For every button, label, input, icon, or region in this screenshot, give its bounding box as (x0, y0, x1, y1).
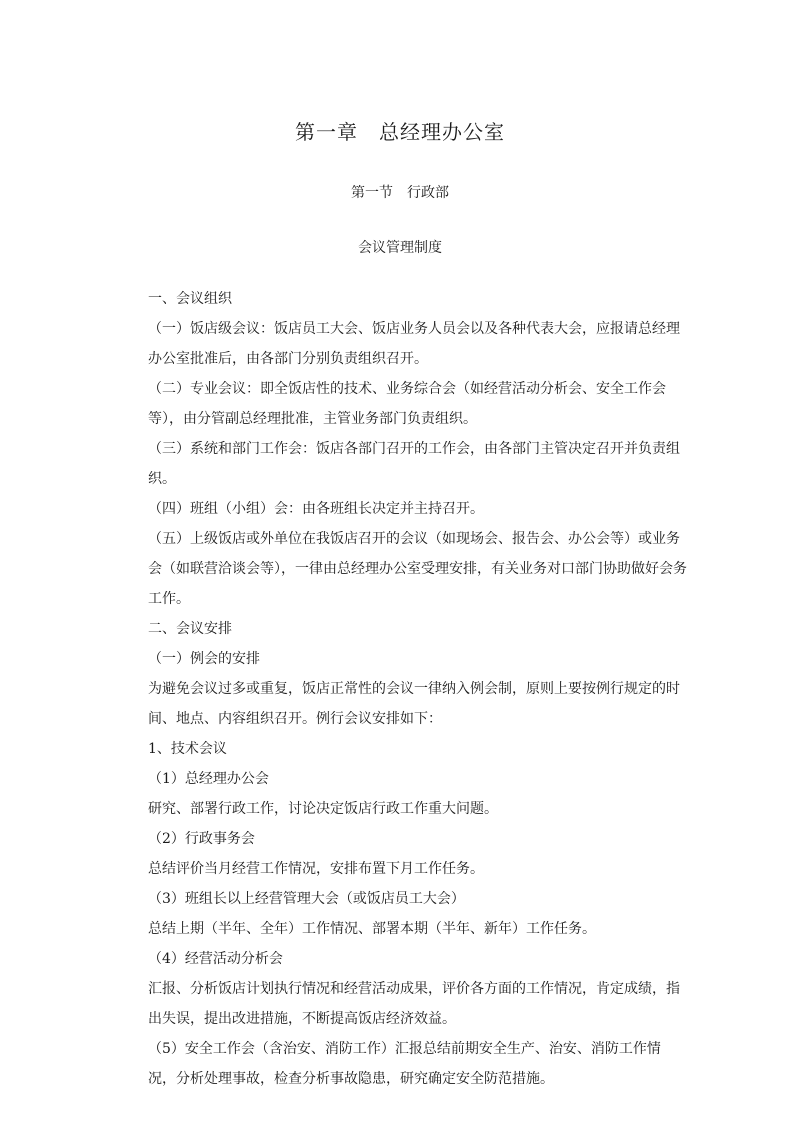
paragraph: 为避免会议过多或重复，饭店正常性的会议一律纳入例会制，原则上要按例行规定的时间、地点、内容组织召开。例行会议安排如下： (148, 681, 680, 727)
paragraph: 汇报、分析饭店计划执行情况和经营活动成果，评价各方面的工作情况，肯定成绩，指出失误，提出改进措施，不断提高饭店经济效益。 (148, 981, 680, 1027)
document-title: 会议管理制度 (358, 240, 442, 256)
document-body (148, 284, 688, 1094)
paragraph: （三）系统和部门工作会：饭店各部门召开的工作会，由各部门主管决定召开并负责组织。 (148, 441, 680, 487)
heading-meeting-organization: 一、会议组织 (148, 291, 232, 307)
paragraph: 研究、部署行政工作，讨论决定饭店行政工作重大问题。 (148, 801, 498, 817)
paragraph: （一）饭店级会议：饭店员工大会、饭店业务人员会以及各种代表大会，应报请总经理办公室批准后，由各部门分别负责组织召开。 (148, 321, 680, 367)
paragraph: （二）专业会议：即全饭店性的技术、业务综合会（如经营活动分析会、安全工作会等），由分管副总经理批准，主管业务部门负责组织。 (148, 381, 666, 427)
list-item-heading: （3）班组长以上经营管理大会（或饭店员工大会） (148, 891, 465, 907)
heading-meeting-arrangement: 二、会议安排 (148, 621, 232, 637)
paragraph: 总结上期（半年、全年）工作情况、部署本期（半年、新年）工作任务。 (148, 921, 596, 937)
list-item-heading: （2）行政事务会 (148, 831, 255, 847)
paragraph: 总结评价当月经营工作情况，安排布置下月工作任务。 (148, 861, 484, 877)
list-item-heading: （4）经营活动分析会 (148, 951, 283, 967)
section-title: 第一节 行政部 (351, 185, 449, 201)
chapter-title: 第一章 总经理办公室 (295, 120, 505, 144)
paragraph: （四）班组（小组）会：由各班组长决定并主持召开。 (148, 501, 484, 517)
list-item-heading: （1）总经理办公会 (148, 771, 269, 787)
paragraph: （五）上级饭店或外单位在我饭店召开的会议（如现场会、报告会、办公会等）或业务会（如联营洽谈会等），一律由总经理办公室受理安排，有关业务对口部门协助做好会务工作。 (148, 531, 687, 607)
paragraph: （5）安全工作会（含治安、消防工作）汇报总结前期安全生产、治安、消防工作情况，分析处理事故，检查分析事故隐患，研究确定安全防范措施。 (148, 1041, 661, 1087)
subheading-technical-meetings: 1、技术会议 (148, 741, 227, 757)
subheading-regular-meetings: （一）例会的安排 (148, 651, 260, 667)
